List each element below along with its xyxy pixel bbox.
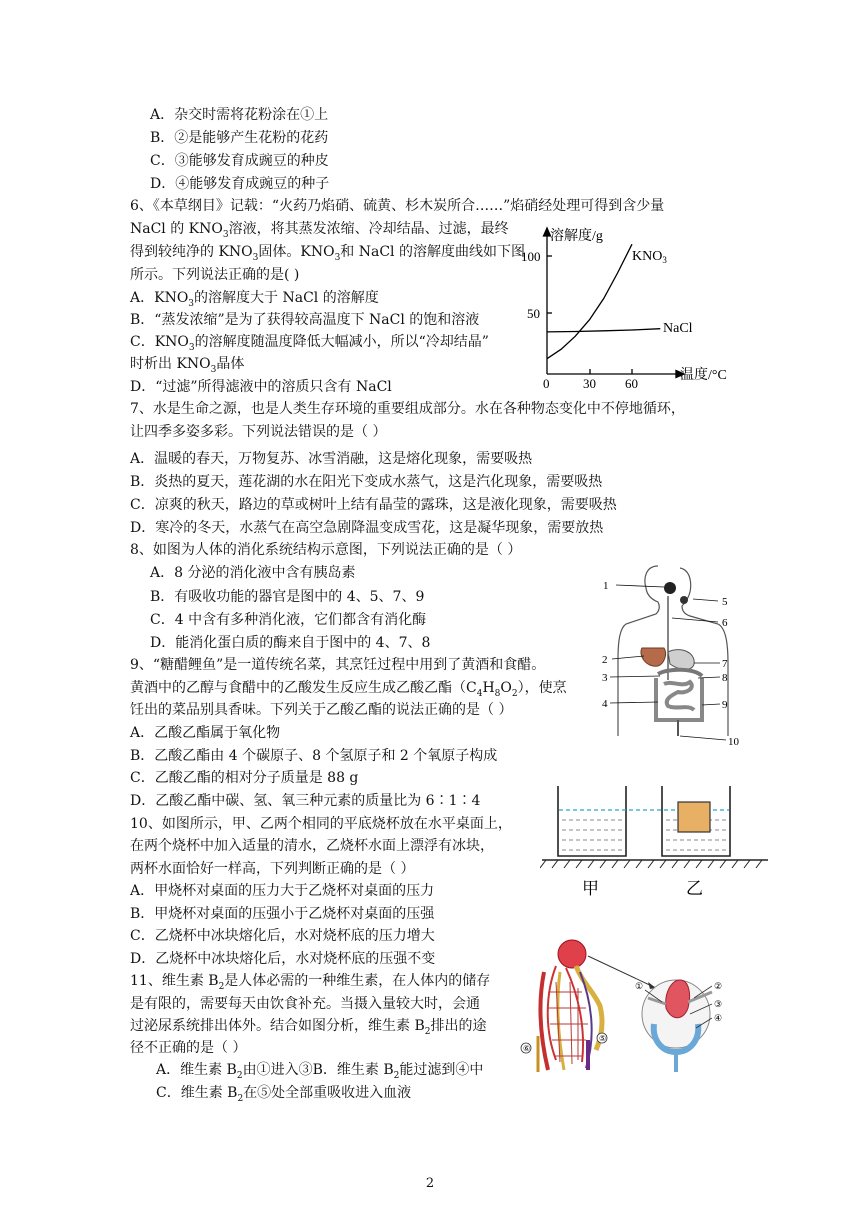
label-1: ① [635, 981, 644, 991]
y-tick-50: 50 [527, 306, 540, 321]
chart-axes [544, 228, 685, 378]
q5-option-a: A．杂交时需将花粉涂在①上 [150, 107, 329, 123]
q11-option-a-b: A．维生素 $B_2$由①进入③B．维生素 $B_2$能过滤到④中 [156, 1062, 484, 1081]
nephron-right [635, 980, 722, 1072]
label-7: 7 [722, 658, 728, 670]
kno3-curve [547, 244, 632, 359]
label-6: ⑥ [523, 1044, 531, 1053]
q10-stem-line-2: 在两个烧杯中加入适量的清水，乙烧杯水面上漂浮有冰块， [130, 838, 494, 854]
y-tick-100: 100 [521, 249, 541, 264]
q10-stem-line-1: 10、如图所示，甲、乙两个相同的平底烧杯放在水平桌面上， [130, 816, 512, 832]
q7-option-d: D．寒冷的冬天，水蒸气在高空急剧降温变成雪花，这是凝华现象，需要放热 [130, 520, 604, 536]
q10-option-b: B．甲烧杯对桌面的压强小于乙烧杯对桌面的压强 [130, 906, 435, 922]
label-10: 10 [728, 736, 739, 748]
q6-option-c: C．$KNO_3$的溶解度随温度降低大幅减小，所以“冷却结晶” [130, 334, 489, 353]
q9-stem-line-3: 饪出的菜品别具香味。下列关于乙酸乙酯的说法正确的是（ ） [130, 702, 513, 718]
q9-option-b: B．乙酸乙酯由 4 个碳原子、8 个氢原子和 2 个氧原子构成 [130, 748, 498, 764]
q7-stem-line-1: 7、水是生命之源，也是人类生存环境的重要组成部分。水在各种物态变化中不停地循环， [130, 401, 685, 417]
x-tick-60: 60 [625, 376, 638, 391]
label-6: 6 [722, 617, 728, 629]
q6-option-b: B．“蒸发浓缩”是为了获得较高温度下 NaCl 的饱和溶液 [130, 312, 480, 328]
label-8: 8 [722, 672, 728, 684]
label-3: 3 [602, 672, 608, 684]
q11-option-c: C．维生素 $B_2$在⑤处全部重吸收进入血液 [156, 1085, 412, 1104]
ice-block [678, 802, 710, 832]
label-jia: 甲 [582, 879, 599, 898]
chart-xlabel: 温度/°C [680, 368, 727, 383]
q5-option-c: C．③能够发育成豌豆的种皮 [150, 153, 329, 169]
nacl-curve [547, 329, 660, 332]
q7-option-c: C．凉爽的秋天，路边的草或树叶上结有晶莹的露珠，这是液化现象，需要吸热 [130, 497, 617, 513]
q9-stem-line-2: 黄酒中的乙醇与食醋中的乙酸发生反应生成乙酸乙酯$(C_4H_8O_2)$，使烹 [130, 680, 567, 699]
digestive-system-diagram [598, 560, 758, 748]
q9-option-c: C．乙酸乙酯的相对分子质量是 88 g [130, 770, 359, 786]
solubility-chart [510, 222, 760, 394]
q8-option-c: C．4 中含有多种消化液，它们都含有消化酶 [150, 612, 427, 628]
q10-option-a: A．甲烧杯对桌面的压力大于乙烧杯对桌面的压力 [130, 883, 435, 899]
q10-option-d: D．乙烧杯中冰块熔化后，水对烧杯底的压强不变 [130, 951, 436, 967]
label-4: ④ [714, 1013, 723, 1023]
label-2: 2 [602, 654, 608, 666]
q11-stem-line-1: 11、维生素 $B_2$是人体必需的一种维生素，在人体内的储存 [130, 973, 491, 992]
nacl-label: NaCl [663, 321, 693, 336]
label-2: ② [714, 981, 723, 991]
x-tick-30: 30 [583, 376, 596, 391]
q6-stem-line-2: NaCl 的 $KNO_3$溶液，将其蒸发浓缩、冷却结晶、过滤，最终 [130, 221, 509, 240]
q9-option-a: A．乙酸乙酯属于氧化物 [130, 725, 281, 741]
label-yi: 乙 [686, 879, 703, 898]
beakers-diagram [540, 778, 770, 900]
q5-option-b: B．②是能够产生花粉的花药 [150, 130, 329, 146]
label-3: ③ [714, 999, 723, 1009]
label-9: 9 [722, 699, 728, 711]
x-tick-0: 0 [543, 376, 550, 391]
q6-option-a: A．$KNO_3$的溶解度大于 NaCl 的溶解度 [130, 290, 379, 309]
q6-stem-line-3: 得到较纯净的 $KNO_3$固体。$KNO_3$和 NaCl 的溶解度曲线如下图 [130, 244, 525, 263]
label-5: ⑤ [599, 1034, 607, 1043]
q7-option-a: A．温暖的春天，万物复苏、冰雪消融，这是熔化现象，需要吸热 [130, 451, 533, 467]
q7-stem-line-2: 让四季多姿多彩。下列说法错误的是（ ） [130, 424, 387, 440]
q8-option-a: A．8 分泌的消化液中含有胰岛素 [150, 565, 356, 581]
q6-option-c-cont: 时析出 $KNO_3$晶体 [130, 356, 245, 375]
kno3-label: $KNO_3$ [632, 249, 667, 265]
label-4: 4 [602, 698, 608, 710]
q6-option-d: D．“过滤”所得滤液中的溶质只含有 NaCl [130, 379, 392, 395]
q8-option-d: D．能消化蛋白质的酶来自于图中的 4、7、8 [150, 635, 431, 651]
q9-option-d: D．乙酸乙酯中碳、氢、氧三种元素的质量比为 6∶1∶4 [130, 793, 481, 809]
q11-stem-line-2: 是有限的，需要每天由饮食补充。当摄入量较大时，会通 [130, 996, 480, 1012]
label-5: 5 [722, 596, 728, 608]
q10-stem-line-3: 两杯水面恰好一样高，下列判断正确的是（ ） [130, 861, 415, 877]
chart-ylabel: 溶解度/g [550, 229, 603, 244]
q11-stem-line-4: 径不正确的是（ ） [130, 1040, 247, 1056]
nephron-diagram [516, 932, 742, 1082]
q6-stem-line-1: 6、《本草纲目》记载：“火药乃焰硝、硫黄、杉木炭所合……”焰硝经处理可得到含少量 [130, 198, 665, 214]
q5-option-d: D．④能够发育成豌豆的种子 [150, 176, 330, 192]
q6-stem-line-4: 所示。下列说法正确的是( ) [130, 267, 300, 283]
nephron-left [521, 940, 607, 1072]
q8-stem: 8、如图为人体的消化系统结构示意图，下列说法正确的是（ ） [130, 542, 522, 558]
q8-option-b: B．有吸收功能的器官是图中的 4、5、7、9 [150, 589, 425, 605]
page-number: 2 [425, 1176, 435, 1191]
q7-option-b: B．炎热的夏天，莲花湖的水在阳光下变成水蒸气，这是汽化现象，需要吸热 [130, 474, 603, 490]
label-1: 1 [603, 580, 609, 592]
q9-stem-line-1: 9、“糖醋鲤鱼”是一道传统名菜，其烹饪过程中用到了黄酒和食醋。 [130, 657, 546, 673]
q10-option-c: C．乙烧杯中冰块熔化后，水对烧杯底的压力增大 [130, 928, 435, 944]
q11-stem-line-3: 过泌尿系统排出体外。结合如图分析，维生素 $B_2$排出的途 [130, 1018, 487, 1037]
